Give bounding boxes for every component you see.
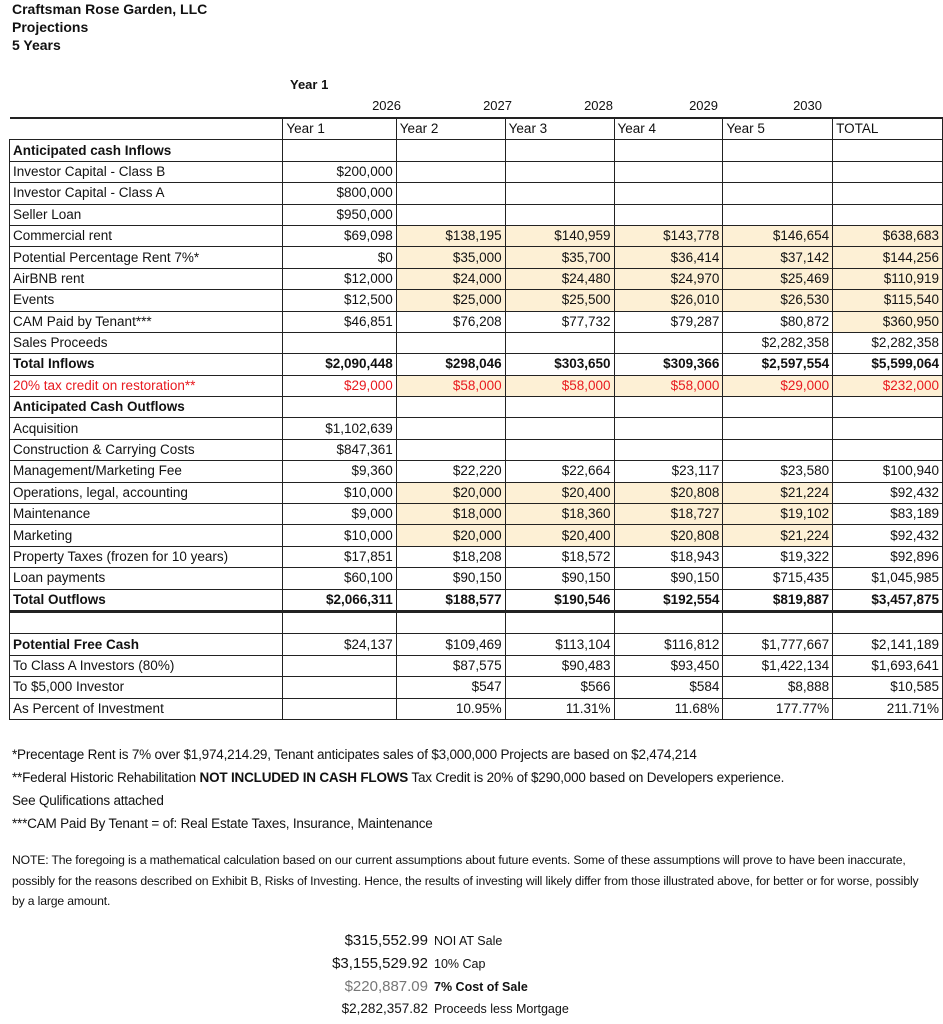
cell: 211.71%	[833, 698, 943, 719]
cell	[833, 161, 943, 182]
row-label: Potential Percentage Rent 7%*	[10, 247, 283, 268]
cell: $69,098	[283, 225, 396, 246]
cell: $24,480	[505, 268, 614, 289]
cell: $26,530	[723, 290, 833, 311]
cell: $29,000	[283, 375, 396, 396]
table-row-to-class-a	[10, 655, 943, 676]
table-row-events	[10, 290, 943, 311]
column-header: Year 2	[396, 118, 505, 140]
table-row-acquisition	[10, 418, 943, 439]
cell	[396, 418, 505, 439]
cell: $18,000	[396, 504, 505, 525]
cell	[723, 204, 833, 225]
document-title-block	[12, 0, 207, 54]
cell: $192,554	[614, 589, 723, 611]
column-header-row	[10, 118, 943, 140]
row-label: Sales Proceeds	[10, 332, 283, 353]
cell: $188,577	[396, 589, 505, 611]
row-label: Events	[10, 290, 283, 311]
row-label: Maintenance	[10, 504, 283, 525]
cell: $19,102	[723, 504, 833, 525]
cell	[396, 439, 505, 460]
cell: $232,000	[833, 375, 943, 396]
table-row-sales-proceeds	[10, 332, 943, 353]
cell: $200,000	[283, 161, 396, 182]
cell: $138,195	[396, 225, 505, 246]
cell: $60,100	[283, 568, 396, 589]
cell: $92,432	[833, 525, 943, 546]
cell: $25,000	[396, 290, 505, 311]
cell	[505, 161, 614, 182]
cell	[833, 439, 943, 460]
cell: $46,851	[283, 311, 396, 332]
company-name: Craftsman Rose Garden, LLC	[12, 1, 208, 17]
header-blank-cell	[10, 118, 283, 140]
cell	[396, 204, 505, 225]
calendar-year: 2027	[483, 98, 512, 113]
calendar-year: 2028	[584, 98, 613, 113]
cell: $58,000	[396, 375, 505, 396]
cell: $25,469	[723, 268, 833, 289]
cell: $2,597,554	[723, 354, 833, 375]
row-label: Commercial rent	[10, 225, 283, 246]
cell: $10,000	[283, 525, 396, 546]
row-label: Investor Capital - Class B	[10, 161, 283, 182]
cell: $79,287	[614, 311, 723, 332]
column-header: TOTAL	[833, 118, 943, 140]
sale-calc-value: $3,155,529.92	[332, 955, 428, 972]
cell: $715,435	[723, 568, 833, 589]
cell: $18,208	[396, 546, 505, 567]
cell: $80,872	[723, 311, 833, 332]
cell: $58,000	[505, 375, 614, 396]
cell: $90,150	[505, 568, 614, 589]
cell: $77,732	[505, 311, 614, 332]
footnote-percentage-rent: *Precentage Rent is 7% over $1,974,214.29, Tenant anticipates sales of $3,000,000 Projects are based on $2,474,214	[12, 747, 697, 762]
row-label: Investor Capital - Class A	[10, 183, 283, 204]
footnote-tax-credit: **Federal Historic Rehabilitation NOT INCLUDED IN CASH FLOWS Tax Credit is 20% of $290,000 based on Developers experience.	[12, 770, 785, 785]
cell: $144,256	[833, 247, 943, 268]
cell: $18,943	[614, 546, 723, 567]
cell: $8,888	[723, 677, 833, 698]
cell: $58,000	[614, 375, 723, 396]
table-row-cam	[10, 311, 943, 332]
cell: $24,000	[396, 268, 505, 289]
cell: $90,150	[614, 568, 723, 589]
cell	[723, 439, 833, 460]
cell: $1,102,639	[283, 418, 396, 439]
cell: $21,224	[723, 482, 833, 503]
cell: $22,220	[396, 461, 505, 482]
row-label: Loan payments	[10, 568, 283, 589]
cell: $90,150	[396, 568, 505, 589]
row-label: To $5,000 Investor	[10, 677, 283, 698]
cell: $76,208	[396, 311, 505, 332]
cell	[614, 161, 723, 182]
section-heading-outflows	[10, 397, 943, 418]
table-row-mgmt-fee	[10, 461, 943, 482]
footnotes	[12, 743, 784, 835]
table-row-spacer	[10, 611, 943, 633]
cell: $20,808	[614, 525, 723, 546]
cell: $19,322	[723, 546, 833, 567]
cell: $87,575	[396, 655, 505, 676]
row-label: Marketing	[10, 525, 283, 546]
cell	[833, 204, 943, 225]
cell: $638,683	[833, 225, 943, 246]
calendar-years-row	[0, 98, 943, 116]
table-row-to-5000-investor	[10, 677, 943, 698]
cell: $24,970	[614, 268, 723, 289]
cell: $2,090,448	[283, 354, 396, 375]
cell	[505, 183, 614, 204]
column-header: Year 5	[723, 118, 833, 140]
row-label: As Percent of Investment	[10, 698, 283, 719]
cell	[283, 655, 396, 676]
cell	[614, 183, 723, 204]
cell	[283, 332, 396, 353]
sale-calc-row-cap	[270, 955, 569, 978]
cell: $35,700	[505, 247, 614, 268]
cell: $22,664	[505, 461, 614, 482]
cell: $12,500	[283, 290, 396, 311]
projections-table	[9, 117, 943, 720]
table-row-marketing	[10, 525, 943, 546]
row-label: To Class A Investors (80%)	[10, 655, 283, 676]
row-label: Property Taxes (frozen for 10 years)	[10, 546, 283, 567]
cell: $5,599,064	[833, 354, 943, 375]
cell: $309,366	[614, 354, 723, 375]
cell: $23,117	[614, 461, 723, 482]
table-row-percentage-rent	[10, 247, 943, 268]
cell: $20,000	[396, 482, 505, 503]
cell: $18,727	[614, 504, 723, 525]
cell: $146,654	[723, 225, 833, 246]
cell	[614, 439, 723, 460]
cell: $109,469	[396, 634, 505, 655]
table-row-property-taxes	[10, 546, 943, 567]
cell	[505, 439, 614, 460]
cell: $90,483	[505, 655, 614, 676]
cell: $23,580	[723, 461, 833, 482]
cell: $143,778	[614, 225, 723, 246]
cell	[283, 677, 396, 698]
column-header: Year 3	[505, 118, 614, 140]
cell: $0	[283, 247, 396, 268]
cell: 11.31%	[505, 698, 614, 719]
cell	[833, 183, 943, 204]
cell: $9,000	[283, 504, 396, 525]
cell: $10,585	[833, 677, 943, 698]
table-row-class-a	[10, 183, 943, 204]
cell: $24,137	[283, 634, 396, 655]
cell: $18,572	[505, 546, 614, 567]
cell: $92,432	[833, 482, 943, 503]
document-subtitle: Projections	[12, 19, 89, 35]
calendar-year: 2029	[689, 98, 718, 113]
cell: $1,693,641	[833, 655, 943, 676]
cell: $93,450	[614, 655, 723, 676]
disclaimer-note: NOTE: The foregoing is a mathematical calculation based on our current assumptions about future events. Some of these assumptions will prove to have been inaccurate, possibly for the reasons described on Exhibit B, Risks of Investing. Hence, the results of investing will likely differ from those illustrated above, for better or for worse, possibly by a large amount.	[12, 853, 919, 908]
row-label: Seller Loan	[10, 204, 283, 225]
cell: $2,066,311	[283, 589, 396, 611]
cell: $303,650	[505, 354, 614, 375]
table-row-pct-investment	[10, 698, 943, 719]
table-row-total-outflows	[10, 589, 943, 611]
cell: $1,045,985	[833, 568, 943, 589]
cell	[505, 204, 614, 225]
cell	[614, 204, 723, 225]
row-label: CAM Paid by Tenant***	[10, 311, 283, 332]
cell: $800,000	[283, 183, 396, 204]
cell: $37,142	[723, 247, 833, 268]
footnote-qualifications: See Qulifications attached	[12, 793, 164, 808]
cell	[833, 418, 943, 439]
cell	[614, 418, 723, 439]
cell: $116,812	[614, 634, 723, 655]
cell: $2,282,358	[723, 332, 833, 353]
table-row-free-cash	[10, 634, 943, 655]
cell: $21,224	[723, 525, 833, 546]
sale-calc-label: Proceeds less Mortgage	[434, 1002, 569, 1016]
row-label: Total Outflows	[10, 589, 283, 611]
projection-period: 5 Years	[12, 37, 61, 53]
cell: 11.68%	[614, 698, 723, 719]
cell: $26,010	[614, 290, 723, 311]
row-label: AirBNB rent	[10, 268, 283, 289]
row-label: Anticipated Cash Outflows	[10, 397, 283, 418]
cell: $17,851	[283, 546, 396, 567]
table-row-class-b	[10, 161, 943, 182]
row-label: Operations, legal, accounting	[10, 482, 283, 503]
cell: $2,282,358	[833, 332, 943, 353]
table-row-seller-loan	[10, 204, 943, 225]
table-row-total-inflows	[10, 354, 943, 375]
year1-label: Year 1	[290, 77, 329, 92]
cell: $35,000	[396, 247, 505, 268]
row-label: 20% tax credit on restoration**	[10, 375, 283, 396]
cell	[723, 183, 833, 204]
cell	[505, 418, 614, 439]
cell: $18,360	[505, 504, 614, 525]
cell: $2,141,189	[833, 634, 943, 655]
cell: $360,950	[833, 311, 943, 332]
cell: $190,546	[505, 589, 614, 611]
cell: $115,540	[833, 290, 943, 311]
sale-calc-label: NOI AT Sale	[434, 934, 503, 948]
row-label: Management/Marketing Fee	[10, 461, 283, 482]
calendar-year: 2030	[793, 98, 822, 113]
table-row-construction	[10, 439, 943, 460]
cell: $83,189	[833, 504, 943, 525]
table-row-loan-payments	[10, 568, 943, 589]
cell	[505, 332, 614, 353]
sale-calc-value: $220,887.09	[344, 978, 428, 995]
table-row-maintenance	[10, 504, 943, 525]
cell: $566	[505, 677, 614, 698]
cell	[723, 161, 833, 182]
sale-calc-label: 10% Cap	[434, 957, 486, 971]
cell: $9,360	[283, 461, 396, 482]
cell: $36,414	[614, 247, 723, 268]
section-heading-inflows	[10, 140, 943, 161]
cell: $110,919	[833, 268, 943, 289]
table-row-airbnb	[10, 268, 943, 289]
cell: $10,000	[283, 482, 396, 503]
cell: $298,046	[396, 354, 505, 375]
cell	[396, 161, 505, 182]
sale-calc-row-cost-of-sale	[270, 978, 569, 1001]
cell: $20,000	[396, 525, 505, 546]
row-label: Potential Free Cash	[10, 634, 283, 655]
sale-calc-label: 7% Cost of Sale	[434, 980, 528, 994]
cell: 10.95%	[396, 698, 505, 719]
table-row-operations	[10, 482, 943, 503]
cell: $950,000	[283, 204, 396, 225]
cell: $25,500	[505, 290, 614, 311]
cell: $584	[614, 677, 723, 698]
sale-calc-row-noi	[270, 932, 569, 955]
cell: $92,896	[833, 546, 943, 567]
footnote-cam: ***CAM Paid By Tenant = of: Real Estate Taxes, Insurance, Maintenance	[12, 816, 433, 831]
cell	[283, 698, 396, 719]
cell	[396, 183, 505, 204]
cell: $29,000	[723, 375, 833, 396]
sale-calculation	[270, 932, 569, 1024]
cell: $140,959	[505, 225, 614, 246]
sale-calc-value: $315,552.99	[344, 932, 428, 949]
cell: $1,422,134	[723, 655, 833, 676]
column-header: Year 1	[283, 118, 396, 140]
cell: $100,940	[833, 461, 943, 482]
row-label: Acquisition	[10, 418, 283, 439]
column-header: Year 4	[614, 118, 723, 140]
cell: $1,777,667	[723, 634, 833, 655]
cell: $20,400	[505, 525, 614, 546]
cell: $547	[396, 677, 505, 698]
cell	[614, 332, 723, 353]
cell: $113,104	[505, 634, 614, 655]
sale-calc-value: $2,282,357.82	[341, 1001, 428, 1016]
footnote-emphasis: NOT INCLUDED IN CASH FLOWS	[199, 770, 409, 785]
table-row-commercial-rent	[10, 225, 943, 246]
row-label: Total Inflows	[10, 354, 283, 375]
cell: $20,808	[614, 482, 723, 503]
cell: $847,361	[283, 439, 396, 460]
cell: $12,000	[283, 268, 396, 289]
cell: $3,457,875	[833, 589, 943, 611]
row-label: Construction & Carrying Costs	[10, 439, 283, 460]
sale-calc-row-proceeds	[270, 1001, 569, 1024]
cell	[723, 418, 833, 439]
cell	[396, 332, 505, 353]
cell: $20,400	[505, 482, 614, 503]
table-row-tax-credit	[10, 375, 943, 396]
row-label: Anticipated cash Inflows	[10, 140, 283, 161]
calendar-year: 2026	[372, 98, 401, 113]
cell: 177.77%	[723, 698, 833, 719]
cell: $819,887	[723, 589, 833, 611]
